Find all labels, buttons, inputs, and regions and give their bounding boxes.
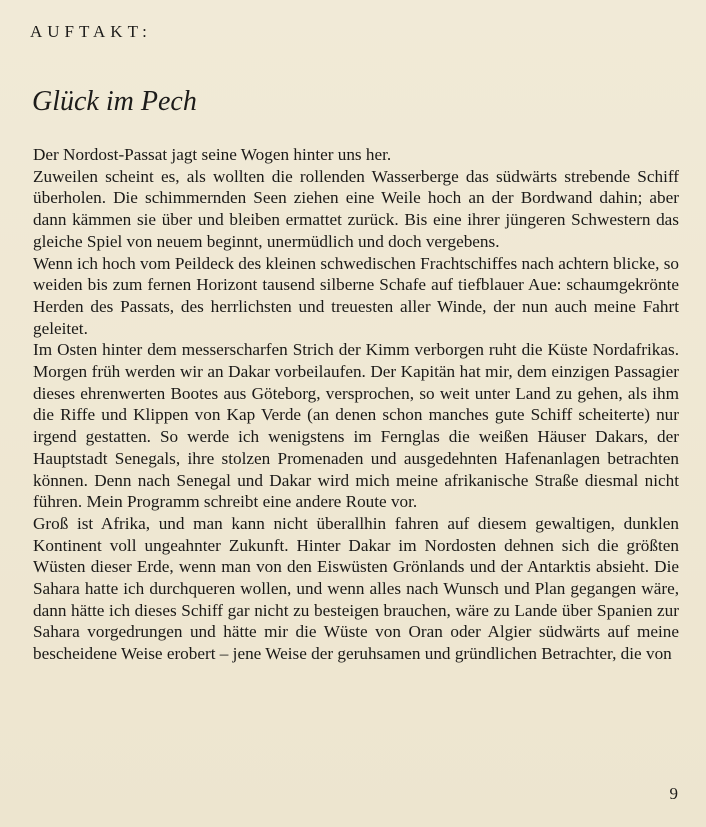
body-text [33,144,679,665]
paragraph-1: Der Nordost-Passat jagt seine Wogen hinter uns her. [33,145,392,164]
paragraph-3: Wenn ich hoch vom Peildeck des kleinen schwedischen Frachtschiffes nach achtern blicke, so weiden bis zum fernen Horizont tausend silberne Schafe auf tiefblauer Aue: schaumgekrönte Herden des Passats, des herrlichsten und treuesten aller Winde, der nun auch meine Fahrt geleitet. [33,253,679,338]
paragraph-4: Im Osten hinter dem messerscharfen Strich der Kimm verborgen ruht die Küste Nordafrikas. Morgen früh werden wir an Dakar vorbeilaufen. Der Kapitän hat mir, dem einzigen Passagier dieses ehrenwerten Bootes aus Göteborg, versprochen, so weit unter Land zu gehen, als ihm die Riffe und Klippen von Kap Verde (an denen schon manches gute Schiff scheiterte) nur irgend gestatten. So werde ich wenigstens im Fernglas die weißen Häuser Dakars, der Hauptstadt Senegals, ihre stolzen Promenaden und ausgedehnten Hafenanlagen betrachten können. Denn nach Senegal und Dakar wird mich meine afrikanische Straße diesmal nicht führen. Mein Programm schreibt eine andere Route vor. [33,340,679,512]
paragraph-5: Groß ist Afrika, und man kann nicht überallhin fahren auf diesem gewaltigen, dunklen Kontinent voll ungeahnter Zukunft. Hinter Dakar im Nordosten dehnen sich die größten Wüsten dieser Erde, wenn man von den Eiswüsten Grönlands und der Antarktis absieht. Die Sahara hatte ich durchqueren wollen, und wenn alles nach Wunsch und Plan gegangen wäre, dann hätte ich dieses Schiff gar nicht zu besteigen brauchen, wäre zu Lande über Spanien zur Sahara vorgedrungen und hätte mir die Wüste von Oran oder Algier südwärts auf meine bescheidene Weise erobert – jene Weise der geruhsamen und gründlichen Betrachter, die von [33,513,679,664]
page-number: 9 [669,784,678,803]
section-label: AUFTAKT: [30,22,152,41]
paragraph-2: Zuweilen scheint es, als wollten die rollenden Wasserberge das südwärts strebende Schiff überholen. Die schimmernden Seen ziehen eine Weile hoch an der Bordwand dahin; aber dann kämmen sie über und bleiben ermattet zurück. Bis eine ihrer jüngeren Schwestern das gleiche Spiel von neuem beginnt, unermüdlich und doch vergebens. [33,166,679,251]
chapter-title: Glück im Pech [32,86,197,117]
